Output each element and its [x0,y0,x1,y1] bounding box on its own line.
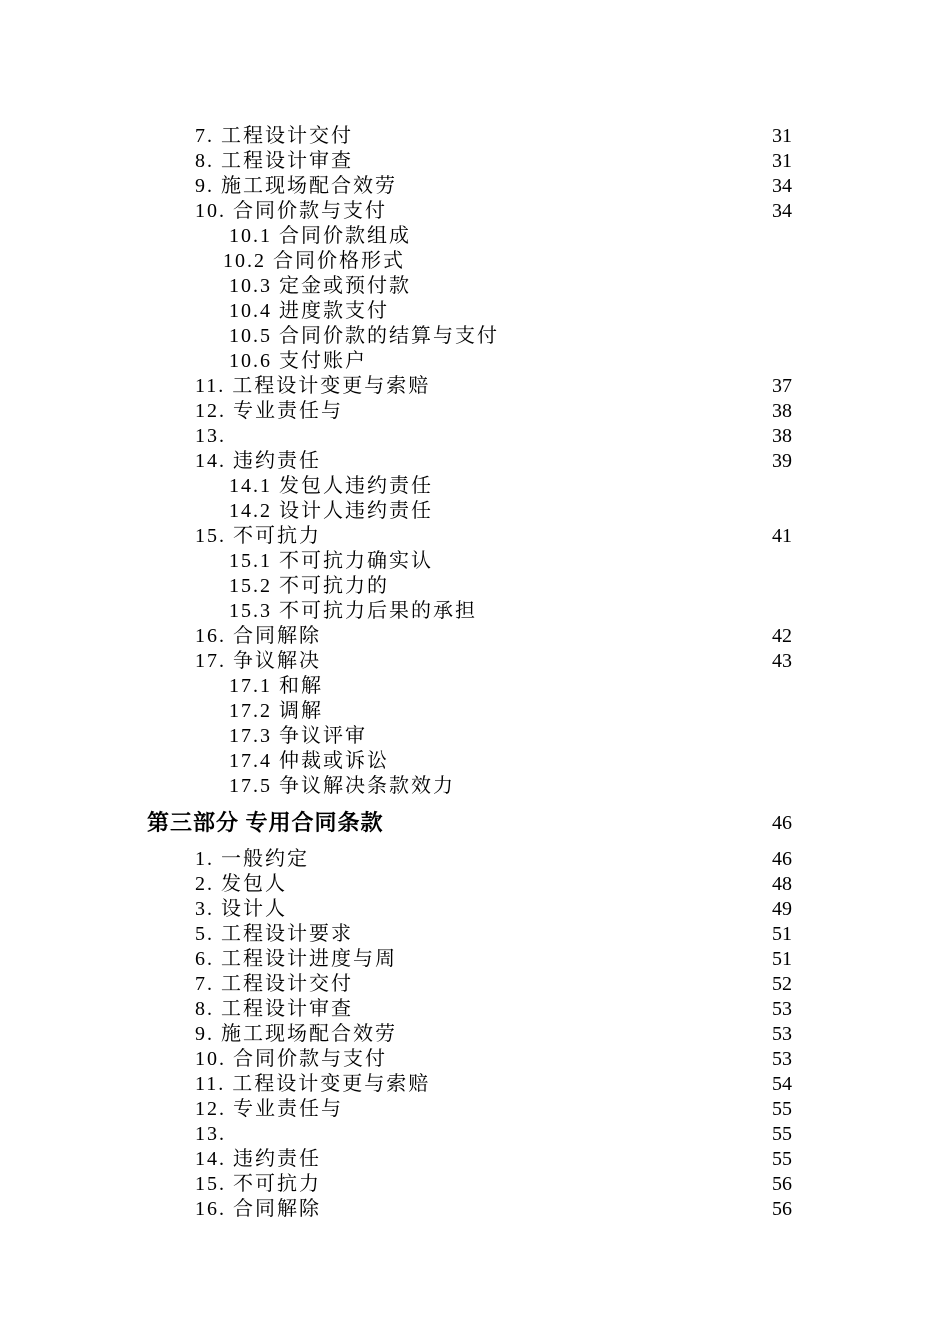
toc-entry-title: 10.4 进度款支付 [229,300,389,322]
toc-subentry[interactable] [0,749,950,774]
toc-entry-title: 7. 工程设计交付 [195,125,353,147]
toc-subentry[interactable] [0,599,950,624]
toc-subentry[interactable] [0,499,950,524]
toc-entry[interactable] [0,124,950,149]
toc-entry-title: 2. 发包人 [195,873,287,895]
toc-entry[interactable] [0,424,950,449]
toc-entry-title: 9. 施工现场配合效劳 [195,175,397,197]
toc-entry-page: 53 [772,1048,792,1070]
toc-entry-title: 5. 工程设计要求 [195,923,353,945]
toc-entry-page: 31 [772,125,792,147]
toc-subentry[interactable] [0,224,950,249]
part-title: 第三部分 专用合同条款 [147,810,384,835]
toc-entry-title: 13. [195,425,226,447]
toc-entry-page: 55 [772,1098,792,1120]
toc-part-heading[interactable] [0,809,950,837]
toc-entry-page: 41 [772,525,792,547]
toc-entry-title: 8. 工程设计审查 [195,998,353,1020]
toc-entry-title: 10.3 定金或预付款 [229,275,411,297]
toc-entry-title: 12. 专业责任与 [195,400,343,422]
part-page: 46 [772,812,792,834]
toc-entry[interactable] [0,1122,950,1147]
toc-entry-title: 10.1 合同价款组成 [229,225,411,247]
toc-subentry[interactable] [0,549,950,574]
toc-subentry[interactable] [0,699,950,724]
toc-entry-title: 14. 违约责任 [195,450,321,472]
toc-entry-title: 7. 工程设计交付 [195,973,353,995]
toc-entry-title: 14. 违约责任 [195,1148,321,1170]
toc-subentry[interactable] [0,299,950,324]
toc-entry[interactable] [0,897,950,922]
toc-entry-title: 10. 合同价款与支付 [195,200,387,222]
toc-entry-title: 11. 工程设计变更与索赔 [195,375,431,397]
toc-entry-title: 14.1 发包人违约责任 [229,475,433,497]
toc-entry-title: 16. 合同解除 [195,1198,321,1220]
toc-entry-page: 52 [772,973,792,995]
toc-subentry[interactable] [0,349,950,374]
toc-entry-page: 34 [772,175,792,197]
toc-subentry[interactable] [0,724,950,749]
toc-entry-title: 8. 工程设计审查 [195,150,353,172]
toc-entry-title: 10.2 合同价格形式 [223,250,405,272]
toc-entry-title: 15.1 不可抗力确实认 [229,550,433,572]
toc-entry-page: 39 [772,450,792,472]
toc-entry-title: 13. [195,1123,226,1145]
toc-entry-title: 16. 合同解除 [195,625,321,647]
toc-entry-title: 14.2 设计人违约责任 [229,500,433,522]
toc-subentry[interactable] [0,249,950,274]
toc-entry[interactable] [0,649,950,674]
toc-subentry[interactable] [0,274,950,299]
toc-entry-title: 10.5 合同价款的结算与支付 [229,325,499,347]
toc-entry-page: 55 [772,1123,792,1145]
toc-entry-page: 34 [772,200,792,222]
toc-entry-title: 17.5 争议解决条款效力 [229,775,455,797]
toc-entry[interactable] [0,149,950,174]
toc-entry-title: 17.3 争议评审 [229,725,367,747]
toc-entry[interactable] [0,1197,950,1222]
toc-entry[interactable] [0,199,950,224]
toc-entry-page: 38 [772,425,792,447]
toc-entry[interactable] [0,1072,950,1097]
toc-entry[interactable] [0,1097,950,1122]
toc-entry[interactable] [0,1147,950,1172]
toc-entry-page: 56 [772,1198,792,1220]
toc-entry[interactable] [0,872,950,897]
toc-entry-page: 38 [772,400,792,422]
toc-entry[interactable] [0,1172,950,1197]
toc-entry[interactable] [0,1047,950,1072]
toc-entry-page: 49 [772,898,792,920]
toc-entry-title: 17. 争议解决 [195,650,321,672]
toc-entry-title: 10.6 支付账户 [229,350,367,372]
toc-entry[interactable] [0,399,950,424]
toc-entry[interactable] [0,174,950,199]
toc-entry-page: 46 [772,848,792,870]
toc-entry-page: 54 [772,1073,792,1095]
toc-subentry[interactable] [0,324,950,349]
toc-entry-page: 48 [772,873,792,895]
toc-entry-page: 53 [772,1023,792,1045]
toc-entry-title: 3. 设计人 [195,898,287,920]
toc-entry-title: 17.4 仲裁或诉讼 [229,750,389,772]
toc-entry-title: 15. 不可抗力 [195,1173,321,1195]
toc-entry-title: 15.3 不可抗力后果的承担 [229,600,477,622]
toc-entry-title: 17.1 和解 [229,675,323,697]
toc-entry-page: 56 [772,1173,792,1195]
toc-entry-page: 43 [772,650,792,672]
toc-entry[interactable] [0,449,950,474]
toc-entry-title: 15.2 不可抗力的 [229,575,389,597]
toc-entry-page: 53 [772,998,792,1020]
toc-entry-page: 37 [772,375,792,397]
toc-entry[interactable] [0,1022,950,1047]
toc-subentry[interactable] [0,674,950,699]
toc-entry[interactable] [0,972,950,997]
toc-subentry[interactable] [0,774,950,799]
toc-subentry[interactable] [0,474,950,499]
toc-entry[interactable] [0,847,950,872]
toc-entry-page: 31 [772,150,792,172]
toc-entry-title: 1. 一般约定 [195,848,309,870]
toc-entry[interactable] [0,524,950,549]
toc-entry-title: 6. 工程设计进度与周 [195,948,397,970]
toc-subentry[interactable] [0,574,950,599]
toc-entry[interactable] [0,922,950,947]
toc-entry-page: 55 [772,1148,792,1170]
toc-entry-title: 17.2 调解 [229,700,323,722]
toc-entry-title: 15. 不可抗力 [195,525,321,547]
toc-entry[interactable] [0,997,950,1022]
toc-entry-page: 42 [772,625,792,647]
toc-entry[interactable] [0,947,950,972]
toc-entry-page: 51 [772,948,792,970]
toc-entry[interactable] [0,374,950,399]
toc-entry-title: 12. 专业责任与 [195,1098,343,1120]
toc-entry[interactable] [0,624,950,649]
toc-entry-title: 9. 施工现场配合效劳 [195,1023,397,1045]
toc-entry-title: 10. 合同价款与支付 [195,1048,387,1070]
toc-entry-page: 51 [772,923,792,945]
toc-entry-title: 11. 工程设计变更与索赔 [195,1073,431,1095]
